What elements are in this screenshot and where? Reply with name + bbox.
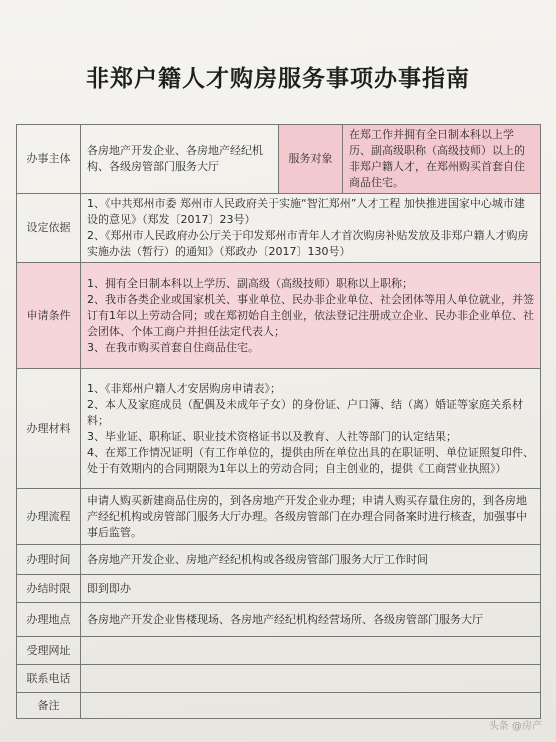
label-subject: 办事主体 [17, 125, 81, 194]
label-phone: 联系电话 [17, 665, 81, 693]
value-conditions [81, 263, 541, 369]
label-basis: 设定依据 [17, 194, 81, 263]
value-remarks [81, 693, 541, 719]
basis-line: 1、《中共郑州市委 郑州市人民政府关于实施“智汇郑州”人才工程 加快推进国家中心城市建设的意见》（郑发〔2017〕23号） [87, 197, 525, 226]
value-website [81, 637, 541, 665]
label-service-target: 服务对象 [279, 125, 343, 194]
row-conditions [17, 263, 541, 369]
row-deadline [17, 575, 541, 603]
value-subject: 各房地产开发企业、各房地产经纪机构、各级房管部门服务大厅 [81, 125, 279, 194]
material-line: 2、本人及家庭成员（配偶及未成年子女）的身份证、户口簿、结（离）婚证等家庭关系材料； [87, 397, 523, 427]
label-deadline: 办结时限 [17, 575, 81, 603]
value-phone [81, 665, 541, 693]
guide-table [16, 124, 541, 719]
document-title: 非郑户籍人才购房服务事项办事指南 [86, 65, 470, 92]
label-materials: 办理材料 [17, 369, 81, 489]
row-website [17, 637, 541, 665]
material-line: 4、在郑工作情况证明（有工作单位的，提供由所在单位出具的在职证明、单位证照复印件、处于有效期内的合同期限为1年以上的劳动合同；自主创业的，提供《工商营业执照》） [87, 445, 534, 475]
material-line: 1、《非郑州户籍人才安居购房申请表》； [87, 381, 281, 395]
label-process: 办理流程 [17, 489, 81, 545]
watermark: 头条 @房产 [488, 721, 542, 732]
row-time [17, 545, 541, 575]
row-remarks [17, 693, 541, 719]
condition-line: 3、在我市购买首套自住商品住宅。 [87, 340, 259, 354]
row-phone [17, 665, 541, 693]
value-service-target: 在郑工作并拥有全日制本科以上学历、副高级职称（高级技师）以上的非郑户籍人才，在郑州购买首套自住商品住宅。 [343, 125, 541, 194]
label-time: 办理时间 [17, 545, 81, 575]
condition-line: 1、拥有全日制本科以上学历、副高级（高级技师）职称以上职称； [87, 276, 413, 290]
label-conditions: 申请条件 [17, 263, 81, 369]
condition-line: 2、我市各类企业或国家机关、事业单位、民办非企业单位、社会团体等用人单位就业，并签订有1年以上劳动合同；或在郑初始自主创业，依法登记注册成立企业、民办非企业单位、社会团体、个体工商户并担任法定代表人； [87, 292, 534, 338]
row-basis [17, 194, 541, 263]
value-process: 申请人购买新建商品住房的，到各房地产开发企业办理；申请人购买存量住房的，到各房地产经纪机构或房管部门服务大厅办理。各级房管部门在办理合同备案时进行核查，加强事中事后监管。 [81, 489, 541, 545]
label-website: 受理网址 [17, 637, 81, 665]
value-time: 各房地产开发企业、房地产经纪机构或各级房管部门服务大厅工作时间 [81, 545, 541, 575]
row-process [17, 489, 541, 545]
label-place: 办理地点 [17, 603, 81, 637]
value-deadline: 即到即办 [81, 575, 541, 603]
row-place [17, 603, 541, 637]
value-materials [81, 369, 541, 489]
row-subject [17, 125, 541, 194]
row-materials [17, 369, 541, 489]
label-remarks: 备注 [17, 693, 81, 719]
value-basis [81, 194, 541, 263]
basis-line: 2、《郑州市人民政府办公厅关于印发郑州市青年人才首次购房补贴发放及非郑户籍人才购房实施办法（暂行）的通知》（郑政办〔2017〕130号） [87, 229, 529, 258]
material-line: 3、毕业证、职称证、职业技术资格证书以及教育、人社等部门的认定结果； [87, 429, 457, 443]
value-place: 各房地产开发企业售楼现场、各房地产经纪机构经营场所、各级房管部门服务大厅 [81, 603, 541, 637]
